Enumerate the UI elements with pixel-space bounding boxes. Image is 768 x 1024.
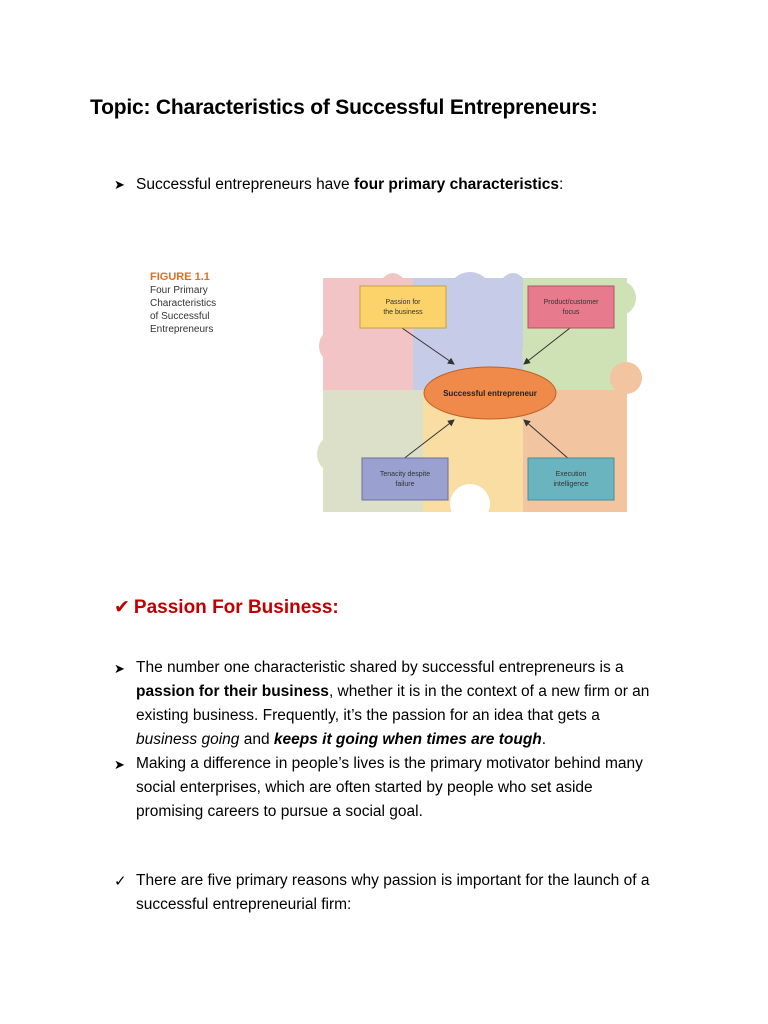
page-title: Topic: Characteristics of Successful Entrepreneurs:	[90, 96, 598, 119]
arrow-bullet-icon: ➤	[114, 177, 125, 192]
figure-caption-2: Characteristics	[150, 298, 217, 309]
box-product-line2: focus	[562, 309, 580, 316]
paragraph-passion: The number one characteristic shared by successful entrepreneurs is a passion for their business, whether it is in the context of a new firm or an existing business. Frequently, it’s the passion for an idea that gets a business going and keeps it going when times are tough.	[136, 659, 650, 748]
box-product	[528, 286, 614, 328]
figure-caption-3: of Successful	[150, 311, 210, 322]
box-tenacity-line1: Tenacity despite	[379, 471, 431, 478]
box-passion	[360, 286, 446, 328]
box-tenacity-line2: failure	[395, 481, 415, 488]
center-label: Successful entrepreneur	[443, 389, 537, 398]
intro-text: Successful entrepreneurs have four primary characteristics:	[136, 176, 564, 193]
figure-label: FIGURE 1.1	[150, 271, 210, 283]
section-heading: ✔ Passion For Business:	[114, 597, 339, 618]
box-tenacity	[362, 458, 448, 500]
paragraph-reasons: There are five primary reasons why passion is important for the launch of a successful entrepreneurial firm:	[136, 872, 650, 913]
arrow-bullet-icon: ➤	[114, 757, 125, 772]
checkmark-icon: ✔	[114, 597, 130, 618]
paragraph-social: Making a difference in people’s lives is the primary motivator behind many social enterprises, which are often started by people who set aside promising careers to pursue a social goal.	[136, 755, 643, 820]
box-execution	[528, 458, 614, 500]
box-execution-line1: Execution	[555, 471, 587, 478]
figure-caption-4: Entrepreneurs	[150, 324, 214, 335]
box-execution-line2: intelligence	[553, 481, 589, 488]
arrow-bullet-icon: ➤	[114, 661, 125, 676]
box-product-line1: Product/customer	[543, 299, 599, 306]
checkmark-icon: ✓	[114, 873, 127, 890]
box-passion-line1: Passion for	[385, 299, 421, 306]
box-passion-line2: the business	[383, 309, 423, 316]
figure-caption-1: Four Primary	[150, 285, 208, 296]
figure-diagram	[140, 258, 660, 520]
